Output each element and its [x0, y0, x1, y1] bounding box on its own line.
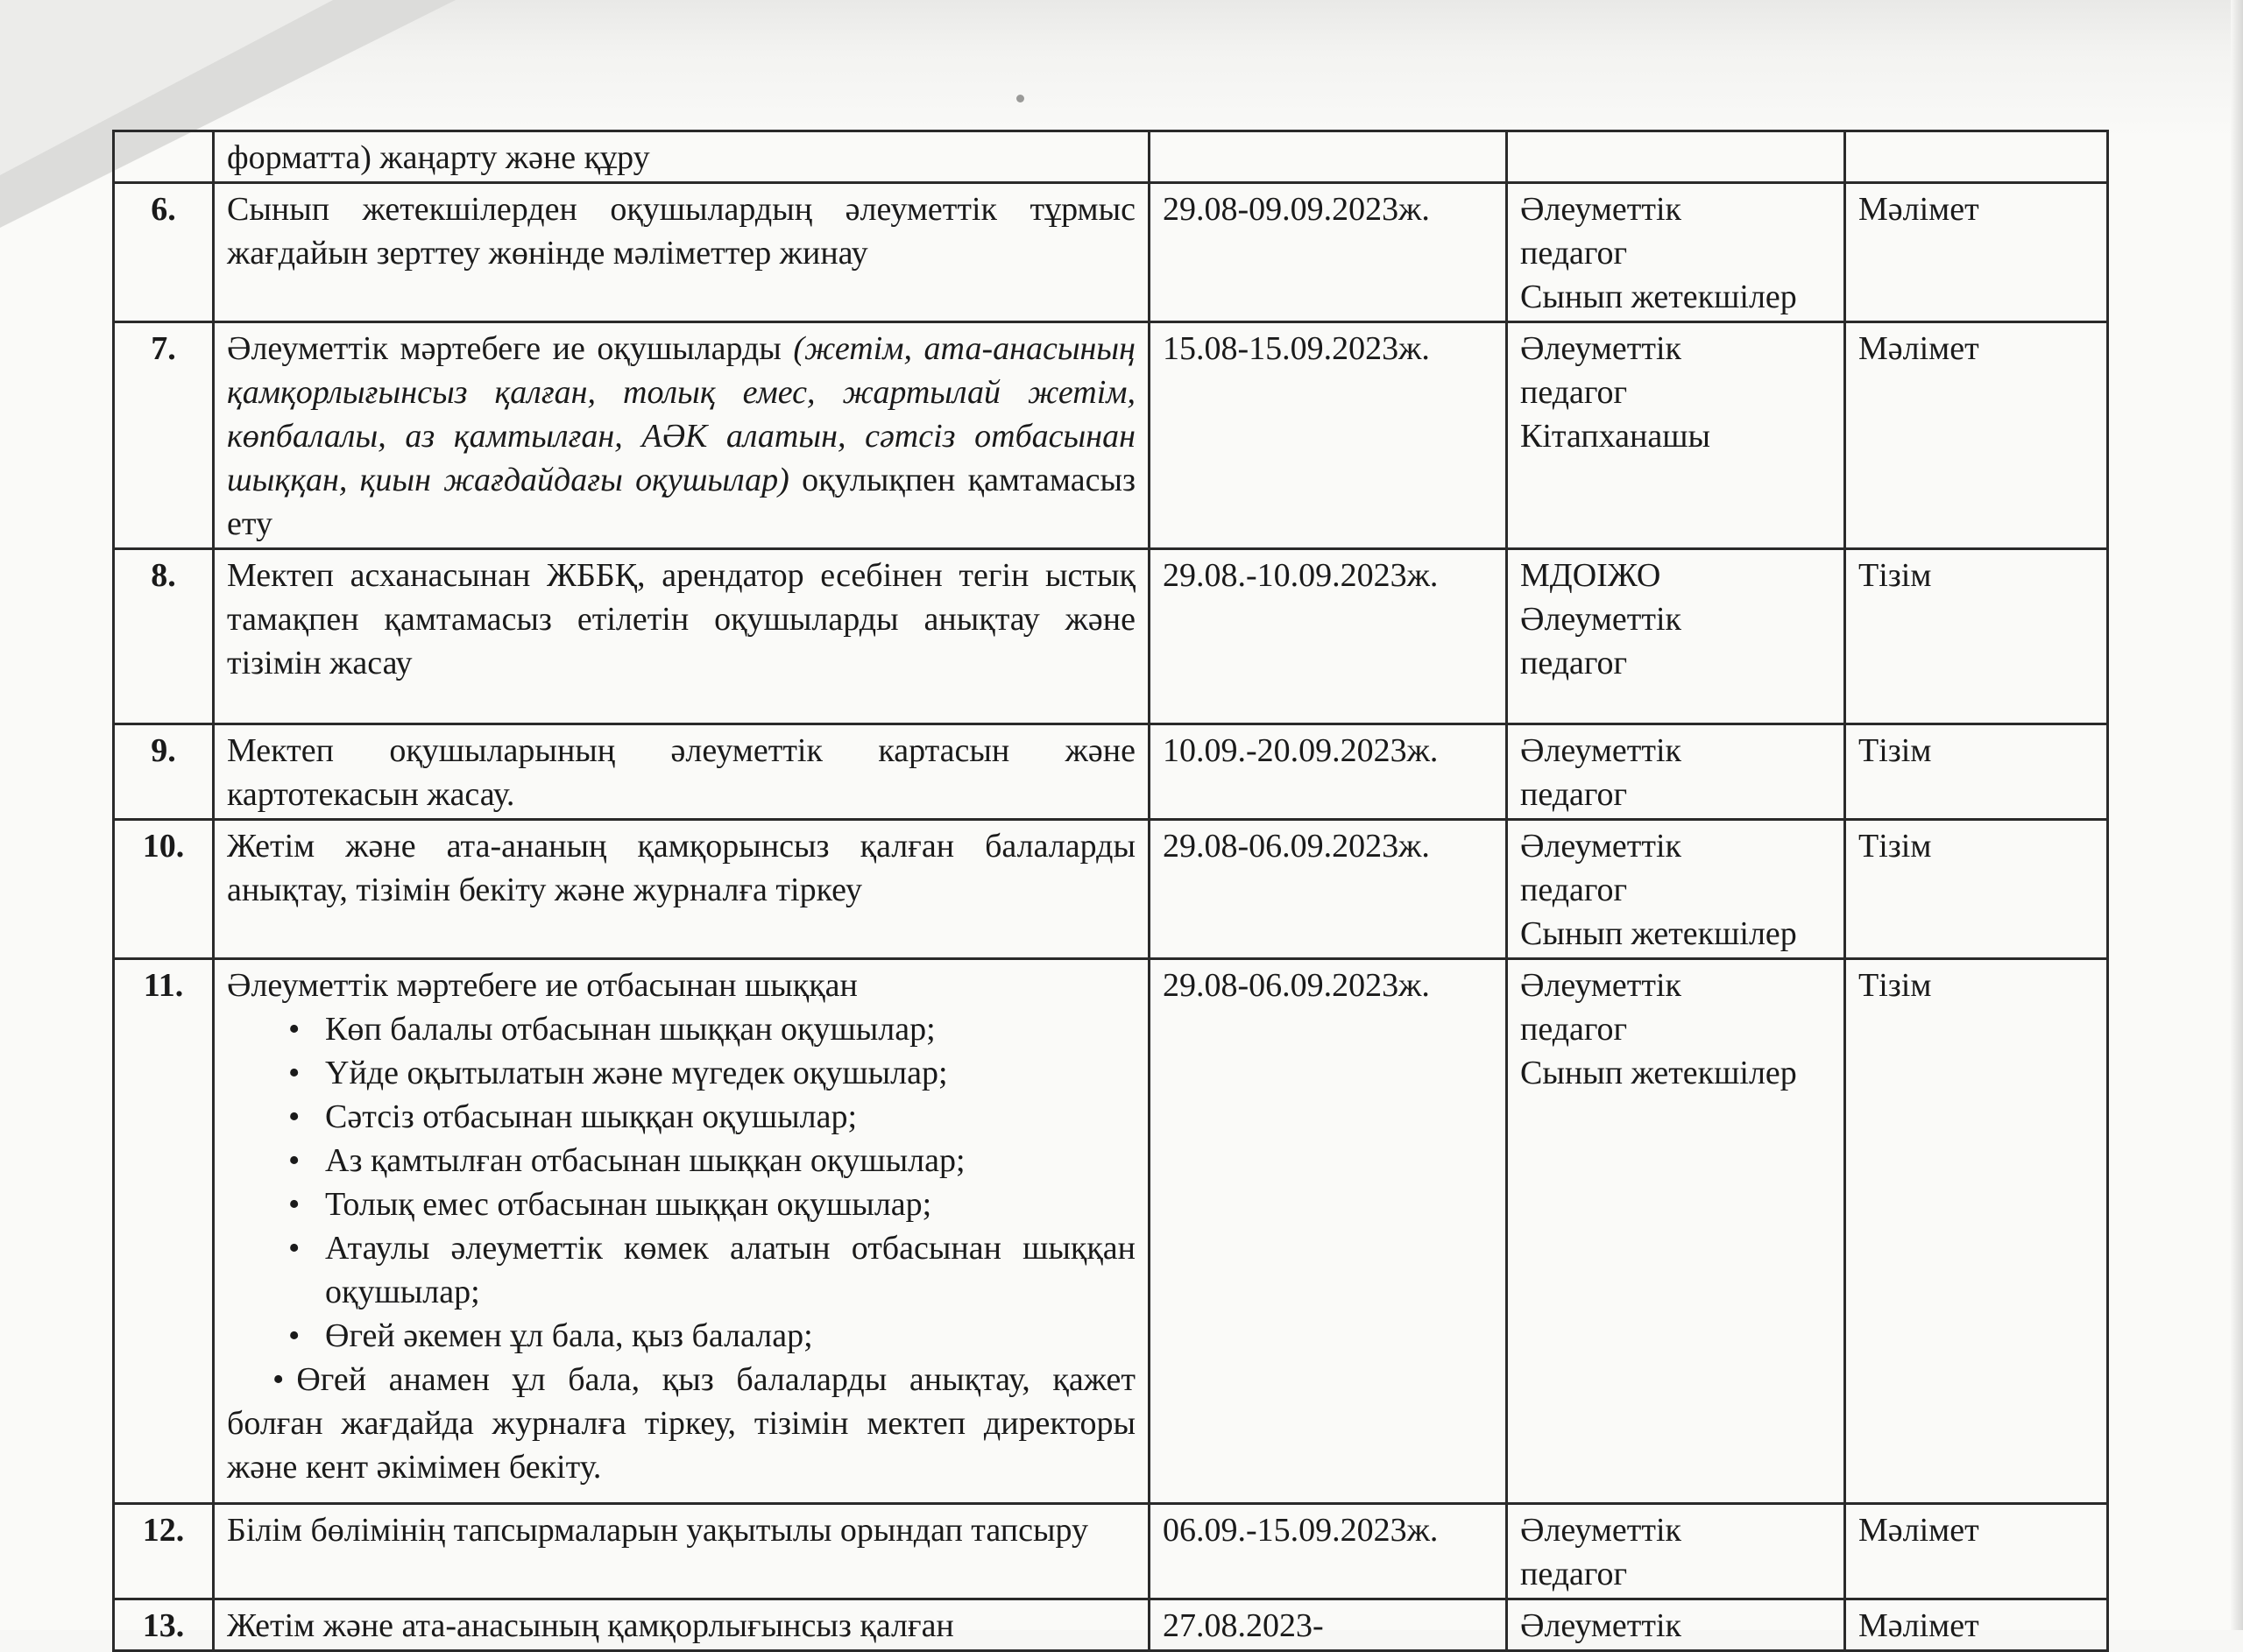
row-number: 13. [114, 1599, 214, 1651]
responsible-line: Әлеуметтік [1520, 1607, 1681, 1644]
table-row [114, 724, 2108, 820]
table-row [114, 1599, 2108, 1651]
list-item [227, 1007, 1136, 1051]
list-item-text: Көп балалы отбасынан шыққан оқушылар; [325, 1011, 936, 1048]
list-item-text: Өгей анамен ұл бала, қыз балаларды анықтау, қажет болған жағдайда журналға тіркеу, тізімін мектеп директоры және кент әкімімен бекіту. [227, 1361, 1136, 1486]
form-cell: Мәлімет [1845, 322, 2108, 549]
date-cell: 10.09.-20.09.2023ж. [1150, 724, 1507, 820]
date-cell: 27.08.2023- [1150, 1599, 1507, 1651]
table-row [114, 322, 2108, 549]
category-list [227, 1007, 1136, 1489]
responsible-line: педагог [1520, 776, 1628, 813]
responsible-cell [1507, 1504, 1845, 1599]
responsible-line: педагог [1520, 374, 1628, 411]
responsible-line: педагог [1520, 235, 1628, 272]
responsible-line: Әлеуметтік [1520, 601, 1681, 638]
list-item [227, 1314, 1136, 1358]
responsible-line: педагог [1520, 645, 1628, 681]
responsible-line: Сынып жетекшілер [1520, 915, 1797, 952]
responsible-line: Сынып жетекшілер [1520, 1055, 1797, 1091]
list-item [227, 1139, 1136, 1183]
list-item [227, 1051, 1136, 1095]
table-row [114, 1504, 2108, 1599]
list-item-text: Сәтсіз отбасынан шыққан оқушылар; [325, 1098, 858, 1135]
task-cell [214, 322, 1150, 549]
bullet-icon: • [288, 1142, 301, 1179]
responsible-cell [1507, 183, 1845, 322]
list-item-text: Үйде оқытылатын және мүгедек оқушылар; [325, 1055, 948, 1091]
row-number: 9. [114, 724, 214, 820]
date-cell: 29.08-06.09.2023ж. [1150, 959, 1507, 1504]
table-row [114, 959, 2108, 1504]
responsible-line: Әлеуметтік [1520, 1512, 1681, 1549]
task-cell: Сынып жетекшілерден оқушылардың әлеуметтік тұрмыс жағдайын зерттеу жөнінде мәліметтер жинау [214, 183, 1150, 322]
row-number: 12. [114, 1504, 214, 1599]
responsible-cell [1507, 1599, 1845, 1651]
date-cell: 29.08-09.09.2023ж. [1150, 183, 1507, 322]
table-row [114, 820, 2108, 959]
task-cell: Мектеп асханасынан ЖББҚ, арендатор есебінен тегін ыстық тамақпен қамтамасыз етілетін оқушыларды анықтау және тізімін жасау [214, 549, 1150, 724]
list-item-text: Атаулы әлеуметтік көмек алатын отбасынан шыққан оқушылар; [325, 1230, 1136, 1310]
task-italic-text: (жетім, ата-анасының қамқорлығынсыз қалған, толық емес, жартылай жетім, көпбалалы, аз қамтылған, АӘК алатын, сәтсіз отбасынан шыққан, қиын жағдайдағы оқушылар) [227, 330, 1136, 498]
scan-speck [1016, 95, 1024, 102]
list-item [227, 1095, 1136, 1139]
form-cell: Тізім [1845, 959, 2108, 1504]
responsible-line: Әлеуметтік [1520, 828, 1681, 865]
task-cell: Білім бөлімінің тапсырмаларын уақытылы орындап тапсыру [214, 1504, 1150, 1599]
task-text: оқулықпен қамтамасыз ету [227, 462, 1136, 542]
bullet-icon: • [288, 1098, 301, 1135]
row-number: 11. [114, 959, 214, 1504]
list-item-text: Өгей әкемен ұл бала, қыз балалар; [325, 1317, 813, 1354]
task-cell: Мектеп оқушыларының әлеуметтік картасын және картотекасын жасау. [214, 724, 1150, 820]
form-cell: Тізім [1845, 724, 2108, 820]
responsible-cell [1507, 959, 1845, 1504]
row-number-cell [114, 131, 214, 183]
row-number: 7. [114, 322, 214, 549]
list-item [227, 1226, 1136, 1314]
bullet-icon: • [288, 1011, 301, 1048]
responsible-line: Әлеуметтік [1520, 732, 1681, 769]
page-edge [2231, 0, 2243, 1630]
responsible-cell [1507, 549, 1845, 724]
responsible-line: Әлеуметтік [1520, 330, 1681, 367]
task-cell: форматта) жаңарту және құру [214, 131, 1150, 183]
bullet-icon: • [288, 1230, 301, 1267]
bullet-icon: • [288, 1186, 301, 1223]
responsible-line: Сынып жетекшілер [1520, 279, 1797, 315]
form-cell: Мәлімет [1845, 1599, 2108, 1651]
row-number: 10. [114, 820, 214, 959]
form-cell: Мәлімет [1845, 183, 2108, 322]
responsible-line: педагог [1520, 1011, 1628, 1048]
date-cell [1150, 131, 1507, 183]
table-row [114, 549, 2108, 724]
responsible-line: Кітапханашы [1520, 418, 1711, 455]
form-cell: Тізім [1845, 820, 2108, 959]
responsible-cell [1507, 724, 1845, 820]
plan-table [112, 130, 2109, 1652]
bullet-icon: • [288, 1317, 301, 1354]
responsible-cell [1507, 820, 1845, 959]
list-item [227, 1358, 1136, 1489]
date-cell: 29.08.-10.09.2023ж. [1150, 549, 1507, 724]
form-cell: Мәлімет [1845, 1504, 2108, 1599]
responsible-cell [1507, 131, 1845, 183]
task-cell: Жетім және ата-анасының қамқорлығынсыз қалған [214, 1599, 1150, 1651]
responsible-line: Әлеуметтік [1520, 191, 1681, 228]
bullet-icon: • [288, 1055, 301, 1091]
list-item [227, 1183, 1136, 1226]
task-intro: Әлеуметтік мәртебеге ие отбасынан шыққан [227, 967, 858, 1004]
task-cell [214, 959, 1150, 1504]
form-cell [1845, 131, 2108, 183]
date-cell: 06.09.-15.09.2023ж. [1150, 1504, 1507, 1599]
row-number: 8. [114, 549, 214, 724]
task-cell: Жетім және ата-ананың қамқорынсыз қалған балаларды анықтау, тізімін бекіту және журналға тіркеу [214, 820, 1150, 959]
responsible-line: педагог [1520, 872, 1628, 908]
responsible-line: МДОІЖО [1520, 557, 1661, 594]
date-cell: 29.08-06.09.2023ж. [1150, 820, 1507, 959]
row-number: 6. [114, 183, 214, 322]
responsible-cell [1507, 322, 1845, 549]
list-item-text: Аз қамтылған отбасынан шыққан оқушылар; [325, 1142, 966, 1179]
list-item-text: Толық емес отбасынан шыққан оқушылар; [325, 1186, 932, 1223]
table-row-continued [114, 131, 2108, 183]
bullet-icon: • [272, 1361, 285, 1398]
table-row [114, 183, 2108, 322]
form-cell: Тізім [1845, 549, 2108, 724]
date-cell: 15.08-15.09.2023ж. [1150, 322, 1507, 549]
responsible-line: педагог [1520, 1556, 1628, 1592]
responsible-line: Әлеуметтік [1520, 967, 1681, 1004]
task-text: Әлеуметтік мәртебеге ие оқушыларды [227, 330, 794, 367]
